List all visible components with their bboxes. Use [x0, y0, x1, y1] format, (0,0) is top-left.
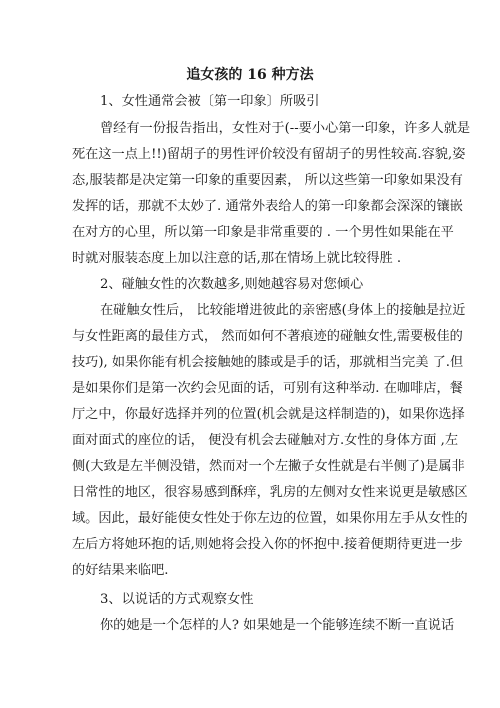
paragraph-line: 左后方将她环抱的话,则她将会投入你的怀抱中.接着便期待更进一步 — [72, 537, 463, 552]
paragraph-line: 是如果你们是第一次约会见面的话，可别有这种举动. 在咖啡店，餐 — [72, 381, 463, 396]
paragraph-line: 曾经有一份报告指出，女性对于(--要小心第一印象，许多人就是 — [100, 121, 471, 136]
section-heading-3: 3、以说话的方式观察女性 — [100, 592, 254, 607]
section-heading-2: 2、碰触女性的次数越多,则她越容易对您倾心 — [100, 277, 364, 292]
paragraph-line: 技巧), 如果你能有机会接触她的膝或是手的话，那就相当完美 了.但 — [72, 355, 464, 370]
paragraph-line: 态,服装都是决定第一印象的重要因素， 所以这些第一印象如果没有 — [72, 173, 463, 188]
paragraph-line: 在碰触女性后， 比较能增进彼此的亲密感(身体上的接触是拉近 — [100, 303, 466, 318]
paragraph-line: 死在这一点上!!)留胡子的男性评价较没有留胡子的男性较高.容貌,姿 — [72, 147, 466, 162]
paragraph-line: 面对面式的座位的话， 便没有机会去碰触对方.女性的身体方面 ,左 — [72, 433, 459, 448]
paragraph-line: 你的她是一个怎样的人? 如果她是一个能够连续不断一直说话 — [100, 618, 455, 633]
paragraph-line: 日常性的地区，很容易感到酥痒，乳房的左侧对女性来说更是敏感区 — [72, 485, 468, 500]
paragraph-line: 域。因此，最好能使女性处于你左边的位置，如果你用左手从女性的 — [72, 511, 468, 526]
paragraph-line: 时就对服装态度上加以注意的话,那在情场上就比较得胜 . — [72, 251, 402, 266]
paragraph-line: 厅之中，你最好选择并列的位置(机会就是这样制造的)，如果你选择 — [72, 407, 465, 422]
section-heading-1: 1、女性通常会被〔第一印象〕所吸引 — [100, 94, 320, 109]
paragraph-line: 侧(大致是左半侧没错，然而对一个左撇子女性就是右半侧了)是属非 — [72, 459, 465, 474]
paragraph-line: 的好结果来临吧. — [72, 563, 169, 578]
document-title: 追女孩的 16 种方法 — [186, 67, 314, 83]
paragraph-line: 发挥的话，那就不太妙了. 通常外表给人的第一印象都会深深的镶嵌 — [72, 199, 463, 214]
paragraph-line: 在对方的心里，所以第一印象是非常重要的 . 一个男性如果能在平 — [72, 225, 454, 240]
paragraph-line: 与女性距离的最佳方式， 然而如何不著痕迹的碰触女性,需要极佳的 — [72, 329, 463, 344]
